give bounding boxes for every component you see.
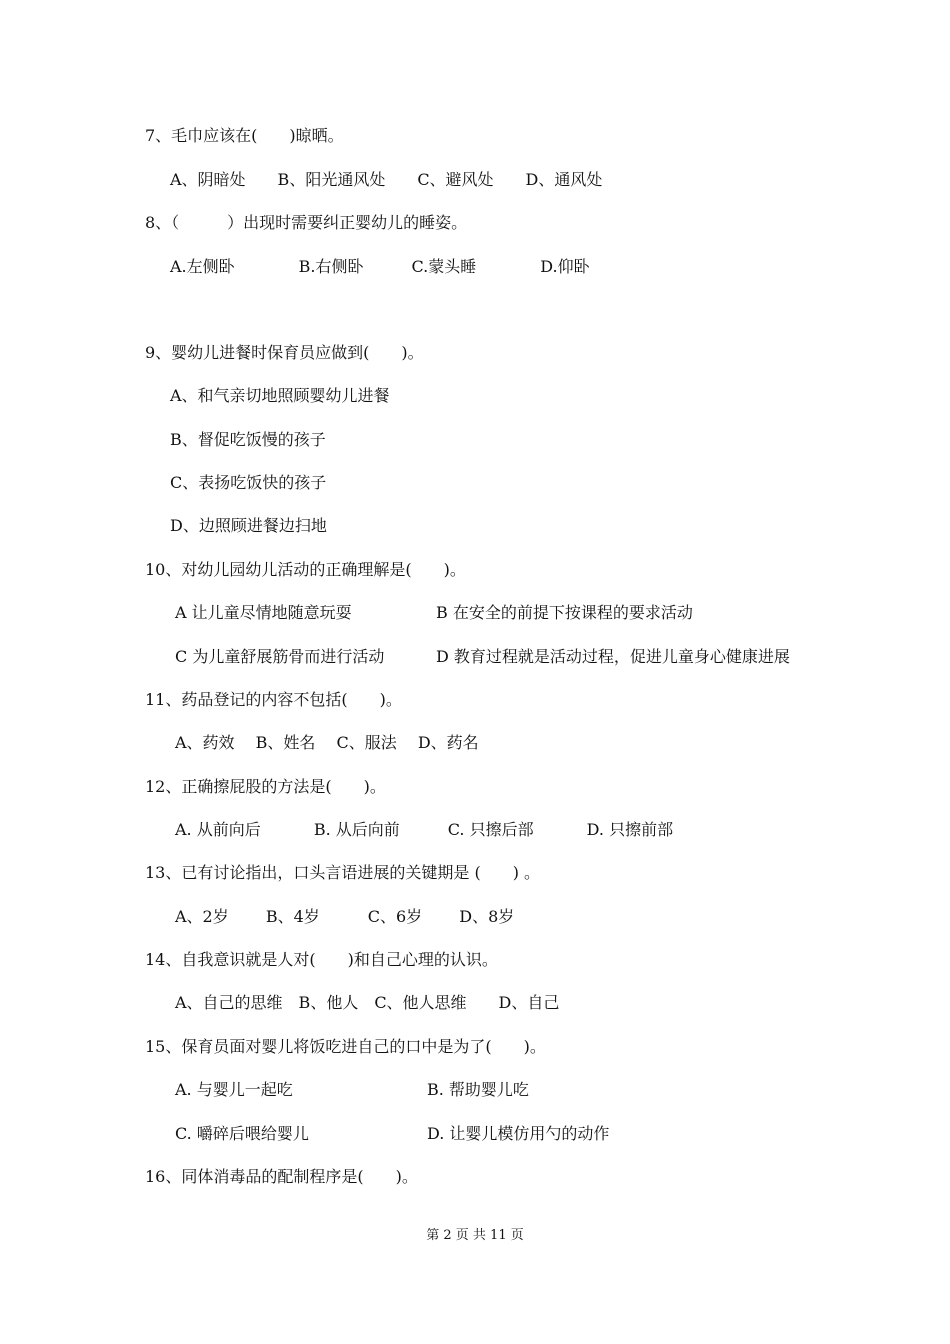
question-15-option-d: D. 让婴儿模仿用勺的动作 [427,1124,610,1143]
question-14-options: A、自己的思维 B、他人 C、他人思维 D、自己 [175,993,560,1012]
question-8-options: A.左侧卧 B.右侧卧 C.蒙头睡 D.仰卧 [170,257,590,276]
question-15: 15、保育员面对婴儿将饭吃进自己的口中是为了( )。 [145,1037,546,1056]
question-9-option-b: B、督促吃饭慢的孩子 [170,430,326,449]
question-9-option-c: C、表扬吃饭快的孩子 [170,473,327,492]
question-10-option-c: C 为儿童舒展筋骨而进行活动 [175,647,385,666]
question-9-option-d: D、边照顾进餐边扫地 [170,516,327,535]
question-11-options: A、药效 B、姓名 C、服法 D、药名 [175,733,479,752]
question-15-option-a: A. 与婴儿一起吃 [175,1080,293,1099]
question-14: 14、自我意识就是人对( )和自己心理的认识。 [145,950,498,969]
question-8: 8、（ ）出现时需要纠正婴幼儿的睡姿。 [145,213,468,232]
question-10-option-b: B 在安全的前提下按课程的要求活动 [436,603,693,622]
question-15-option-b: B. 帮助婴儿吃 [427,1080,529,1099]
page-number: 第 2 页 共 11 页 [426,1228,524,1243]
question-11: 11、药品登记的内容不包括( )。 [145,690,402,709]
question-12-options: A. 从前向后 B. 从后向前 C. 只擦后部 D. 只擦前部 [175,820,674,839]
question-9: 9、婴幼儿进餐时保育员应做到( )。 [145,343,424,362]
question-7-options: A、阴暗处 B、阳光通风处 C、避风处 D、通风处 [170,170,603,189]
question-13-options: A、2岁 B、4岁 C、6岁 D、8岁 [175,907,515,926]
question-10: 10、对幼儿园幼儿活动的正确理解是( )。 [145,560,466,579]
question-13: 13、已有讨论指出，口头言语进展的关键期是 ( ) 。 [145,863,541,882]
question-15-option-c: C. 嚼碎后喂给婴儿 [175,1124,309,1143]
question-10-option-a: A 让儿童尽情地随意玩耍 [175,603,352,622]
question-9-option-a: A、和气亲切地照顾婴幼儿进餐 [170,386,390,405]
question-7: 7、毛巾应该在( )晾晒。 [145,126,344,145]
question-10-option-d: D 教育过程就是活动过程，促进儿童身心健康进展 [436,647,790,666]
question-12: 12、正确擦屁股的方法是( )。 [145,777,386,796]
question-16: 16、同体消毒品的配制程序是( )。 [145,1167,418,1186]
